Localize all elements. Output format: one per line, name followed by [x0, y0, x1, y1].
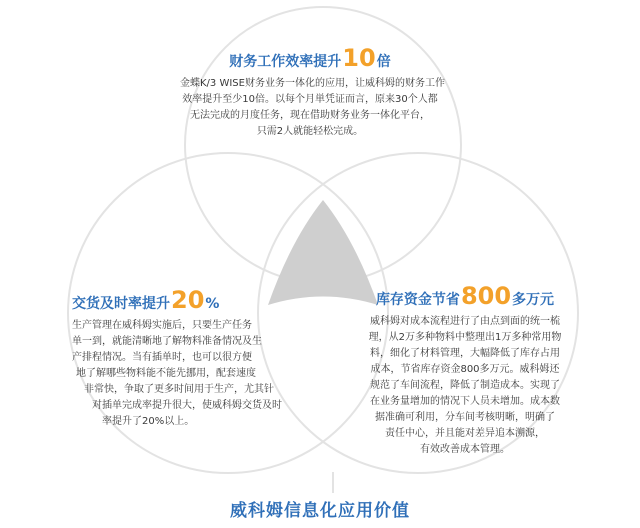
right-body-line: 责任中心，并且能对差异追本溯源， — [385, 428, 545, 439]
right-heading-number: 800 — [460, 282, 512, 310]
top-body-line: 只需2人就能轻松完成。 — [256, 126, 364, 137]
left-body-line: 对插单完成率提升很大，使威科姆交货及时 — [92, 400, 282, 411]
top-heading-text: 财务工作效率提升 — [229, 54, 342, 70]
right-body — [350, 314, 580, 458]
right-body-line: 据准确可利用，分车间考核明晰，明确了 — [375, 412, 555, 423]
diagram-title: 威科姆信息化应用价值 — [230, 501, 410, 521]
top-body-line: 金蝶K/3 WISE财务业务一体化的应用，让威科姆的财务工作 — [180, 78, 445, 89]
left-body-line: 产排程情况。当有插单时，也可以很方便 — [72, 352, 252, 363]
top-body-line: 效率提升至少10倍。以每个月単凭证而言，原来30个人都 — [182, 94, 438, 105]
right-body-line: 成本，节省库存资金800多万元。威科姆还 — [370, 364, 560, 375]
right-body-line: 理，从2万多种物料中整理出1万多种常用物 — [368, 332, 562, 343]
right-body-line: 有效改善成本管理。 — [420, 444, 510, 455]
right-body-line: 威科姆对成本流程进行了由点到面的统一梳 — [370, 316, 560, 327]
right-body-line: 料，细化了材料管理，大幅降低了库存占用 — [370, 348, 560, 359]
top-benefit — [180, 44, 445, 140]
top-body — [180, 76, 445, 140]
left-body — [72, 318, 292, 430]
top-heading — [180, 44, 440, 72]
right-heading — [350, 282, 580, 310]
left-heading — [72, 286, 292, 314]
left-heading-suffix: % — [205, 296, 220, 312]
right-body-line: 规范了车间流程，降低了制造成本。实现了 — [370, 380, 560, 391]
left-body-line: 生产管理在威科姆实施后，只要生产任务 — [72, 320, 252, 331]
left-body-line: 率提升了20%以上。 — [102, 416, 195, 427]
left-body-line: 非常快，争取了更多时间用于生产，尤其针 — [84, 384, 274, 395]
right-body-line: 在业务量增加的情况下人员未增加。成本数 — [370, 396, 560, 407]
left-heading-number: 20 — [171, 286, 205, 314]
top-heading-suffix: 倍 — [376, 54, 391, 70]
top-heading-number: 10 — [342, 44, 376, 72]
left-body-line: 单一到，就能清晰地了解物料准备情况及生 — [72, 336, 262, 347]
top-body-line: 无法完成的月度任务，现在借助财务业务一体化平台， — [190, 110, 430, 121]
right-benefit — [350, 282, 580, 458]
right-heading-text: 库存资金节省 — [375, 292, 460, 308]
left-heading-text: 交货及时率提升 — [72, 296, 170, 312]
left-benefit — [72, 286, 292, 430]
right-heading-suffix: 多万元 — [512, 292, 555, 308]
left-body-line: 地了解哪些物料能不能先挪用，配套速度 — [76, 368, 256, 379]
